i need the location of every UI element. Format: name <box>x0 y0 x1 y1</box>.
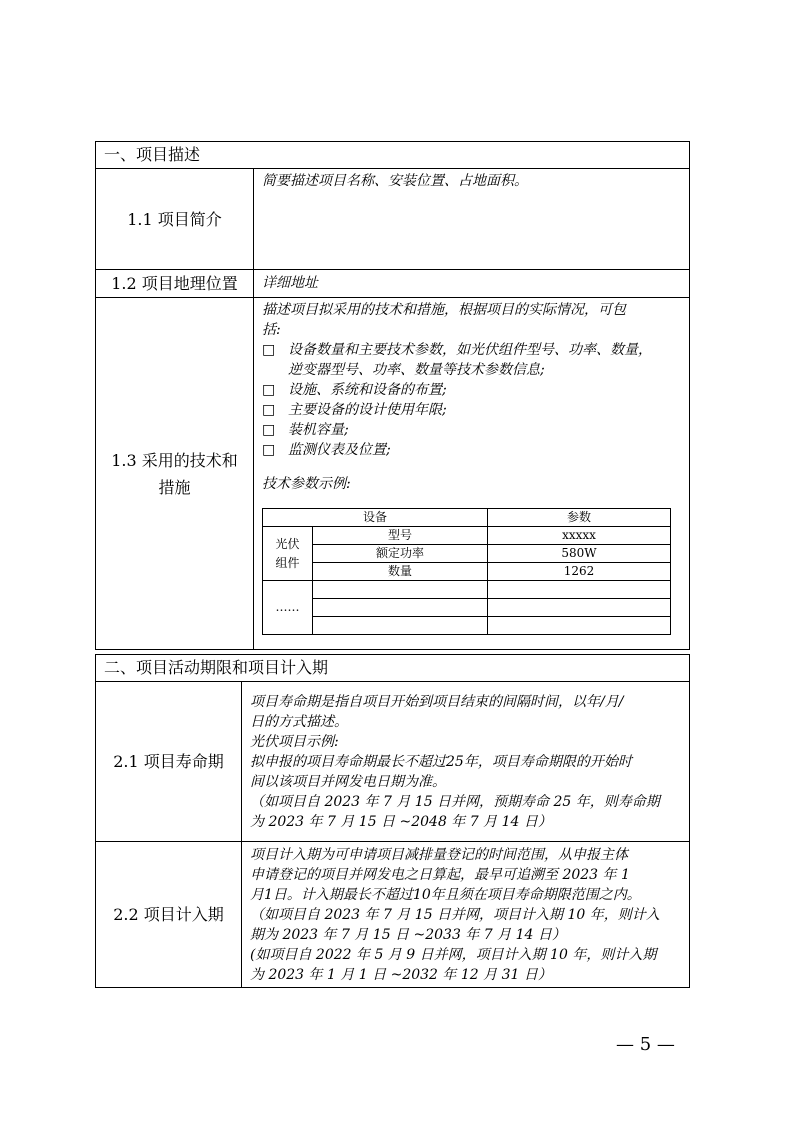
text-line: 光伏项目示例: <box>250 733 339 750</box>
tech-measures-label-line1: 1.3 采用的技术和 <box>111 450 238 470</box>
section-2-header: 二、项目活动期限和项目计入期 <box>96 655 690 682</box>
bullet-text: 设施、系统和设备的布置; <box>288 382 447 398</box>
bullet-item <box>262 340 683 360</box>
project-lifetime-desc <box>242 682 690 842</box>
project-description-form <box>95 141 690 650</box>
tech-table-value: xxxxx <box>488 527 671 545</box>
tech-table-item: 数量 <box>313 563 488 581</box>
text-line: 项目寿命期是指自项目开始到项目结束的间隔时间，以年/月/ <box>250 693 624 710</box>
project-intro-label: 1.1 项目简介 <box>96 169 254 270</box>
tech-table-group-line2: 组件 <box>275 555 300 570</box>
bullet-text: 设备数量和主要技术参数，如光伏组件型号、功率、数量， <box>288 342 652 358</box>
text-line: 日的方式描述。 <box>250 713 348 730</box>
tech-table-empty-cell <box>488 617 671 635</box>
tech-measures-label-line2: 措施 <box>158 477 191 497</box>
text-line: 月1日。计入期最长不超过10年且须在项目寿命期限范围之内。 <box>250 886 641 903</box>
tech-table-item: 额定功率 <box>313 545 488 563</box>
bullet-item <box>262 400 683 420</box>
project-intro-desc: 简要描述项目名称、安装位置、占地面积。 <box>254 169 690 270</box>
tech-table-group-pv-module <box>263 527 313 581</box>
tech-param-table <box>262 508 671 635</box>
text-line: 拟申报的项目寿命期最长不超过25年，项目寿命期限的开始时 <box>250 753 632 770</box>
project-location-desc: 详细地址 <box>254 270 690 298</box>
project-lifetime-label: 2.1 项目寿命期 <box>96 682 242 842</box>
text-line: (如项目自 2022 年 5 月 9 日并网，项目计入期 10 年，则计入期 <box>250 946 657 963</box>
project-location-label: 1.2 项目地理位置 <box>96 270 254 298</box>
tech-measures-desc <box>254 298 690 650</box>
tech-table-header-param: 参数 <box>488 509 671 527</box>
bullet-item <box>262 440 683 460</box>
bullet-item <box>262 380 683 400</box>
text-line: 为 2023 年 7 月 15 日 ~2048 年 7 月 14 日） <box>250 813 552 830</box>
text-line: 项目计入期为可申请项目减排量登记的时间范围，从申报主体 <box>250 846 628 863</box>
checkbox-square-icon: □ <box>262 342 276 358</box>
text-line: 间以该项目并网发电日期为准。 <box>250 773 446 790</box>
text-line: 申请登记的项目并网发电之日算起，最早可追溯至 2023 年 1 <box>250 866 630 883</box>
tech-table-empty-cell <box>488 599 671 617</box>
checkbox-square-icon: □ <box>262 422 276 438</box>
tech-table-header-equipment: 设备 <box>263 509 488 527</box>
bullet-item <box>262 420 683 440</box>
tech-table-empty-cell <box>488 581 671 599</box>
project-period-form <box>95 654 690 988</box>
tech-table-empty-cell <box>313 581 488 599</box>
tech-table-item: 型号 <box>313 527 488 545</box>
tech-table-value: 1262 <box>488 563 671 581</box>
tech-intro-line1: 描述项目拟采用的技术和措施，根据项目的实际情况，可包 <box>262 302 626 318</box>
tech-table-empty-cell <box>313 599 488 617</box>
checkbox-square-icon: □ <box>262 442 276 458</box>
tech-table-ellipsis: …… <box>263 581 313 635</box>
crediting-period-desc <box>242 842 690 988</box>
bullet-text: 监测仪表及位置; <box>288 442 391 458</box>
text-line: 期为 2023 年 7 月 15 日 ~2033 年 7 月 14 日） <box>250 926 566 943</box>
text-line: 为 2023 年 1 月 1 日 ~2032 年 12 月 31 日） <box>250 966 552 983</box>
tech-measures-label <box>96 298 254 650</box>
text-line: （如项目自 2023 年 7 月 15 日并网，项目计入期 10 年，则计入 <box>250 906 660 923</box>
bullet-text: 装机容量; <box>288 422 349 438</box>
section-1-header: 一、项目描述 <box>96 142 690 169</box>
page-number: — 5 — <box>616 1034 675 1055</box>
tech-intro-line2: 括: <box>262 322 281 338</box>
checkbox-square-icon: □ <box>262 402 276 418</box>
tech-table-empty-cell <box>313 617 488 635</box>
tech-table-value: 580W <box>488 545 671 563</box>
bullet-text-continued: 逆变器型号、功率、数量等技术参数信息; <box>288 362 545 378</box>
text-line: （如项目自 2023 年 7 月 15 日并网，预期寿命 25 年，则寿命期 <box>250 793 660 810</box>
tech-table-group-line1: 光伏 <box>275 536 300 551</box>
crediting-period-label: 2.2 项目计入期 <box>96 842 242 988</box>
checkbox-square-icon: □ <box>262 382 276 398</box>
bullet-text: 主要设备的设计使用年限; <box>288 402 447 418</box>
tech-example-title: 技术参数示例: <box>262 476 351 492</box>
